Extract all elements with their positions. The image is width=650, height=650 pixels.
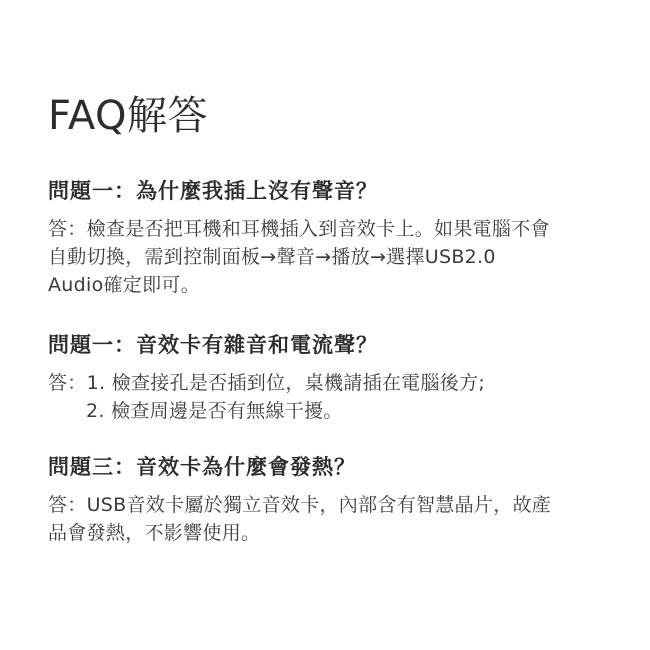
faq-answer-3	[48, 491, 608, 547]
faq-answer-2	[48, 369, 608, 425]
faq-answer-1	[48, 215, 608, 299]
faq-answer-3-line-2: 品會發熱，不影響使用。	[48, 522, 261, 544]
faq-answer-2-line-1: 答：1. 檢查接孔是否插到位，桌機請插在電腦後方;	[48, 372, 486, 394]
faq-answer-3-line-1: 答：USB音效卡屬於獨立音效卡，內部含有智慧晶片，故產	[48, 494, 552, 516]
faq-answer-1-line-1: 答：檢查是否把耳機和耳機插入到音效卡上。如果電腦不會	[48, 218, 550, 240]
faq-question-1: 問題一：為什麼我插上沒有聲音？	[48, 179, 378, 203]
faq-item-2	[48, 330, 608, 425]
faq-question-3: 問題三：音效卡為什麼會發熱？	[48, 455, 356, 479]
page-title: FAQ解答	[48, 93, 208, 139]
faq-answer-1-line-2: 自動切換，需到控制面板→聲音→播放→選擇USB2.0	[48, 246, 496, 268]
faq-item-3	[48, 452, 608, 547]
faq-answer-2-line-2: 2. 檢查周邊是否有無線干擾。	[86, 400, 343, 422]
faq-answer-1-line-3: Audio確定即可。	[48, 274, 201, 296]
faq-item-1	[48, 176, 608, 299]
faq-question-2: 問題一：音效卡有雜音和電流聲？	[48, 333, 378, 357]
